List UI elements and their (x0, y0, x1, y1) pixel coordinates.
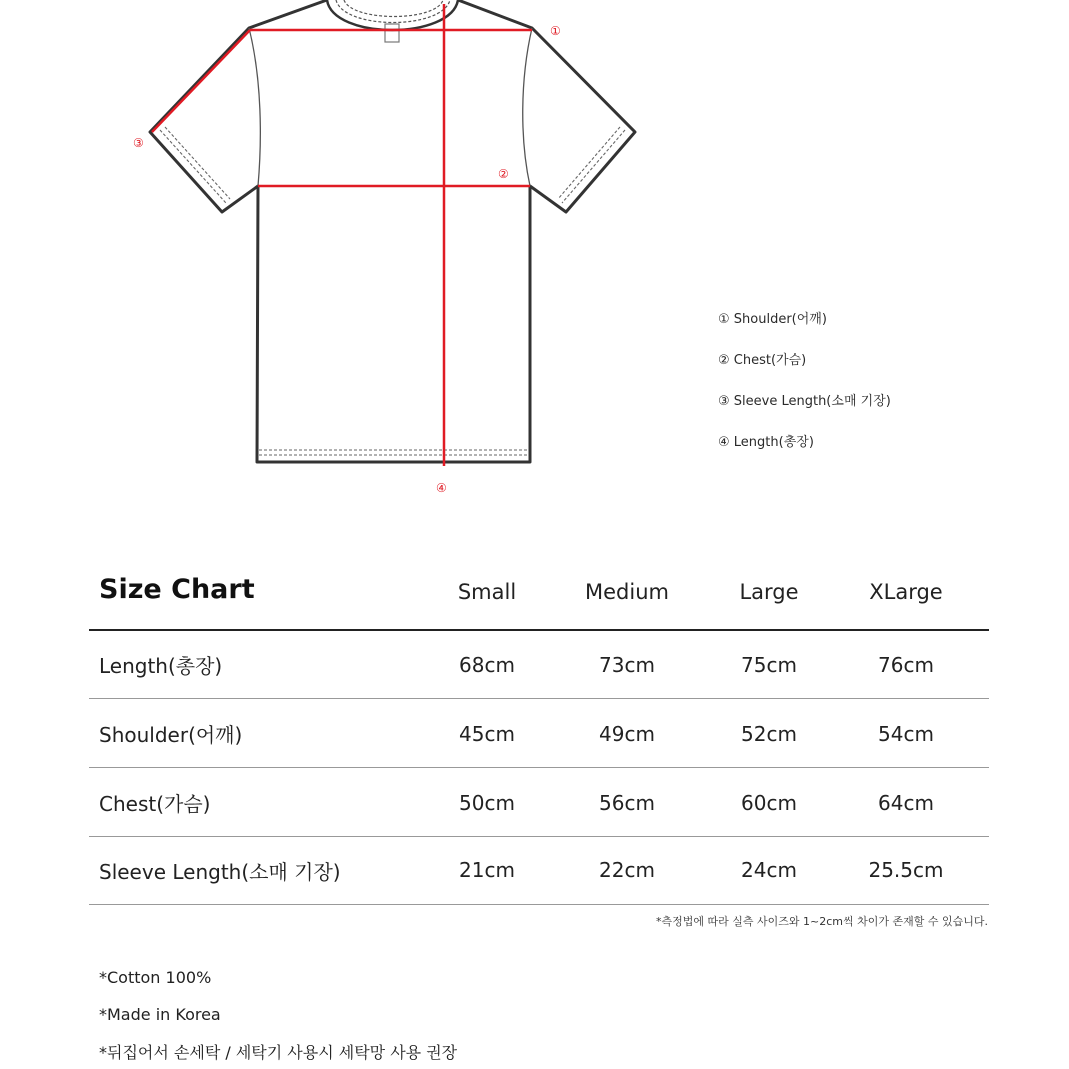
table-cell: 64cm (878, 791, 934, 815)
marker-shoulder: ① (550, 24, 561, 38)
row-label-shoulder: Shoulder(어깨) (99, 723, 243, 747)
column-header-xlarge: XLarge (869, 580, 943, 604)
column-header-small: Small (457, 580, 517, 604)
table-header-divider (89, 629, 989, 631)
measurement-footnote: *측정법에 따라 실측 사이즈와 1~2cm씩 차이가 존재할 수 있습니다. (656, 915, 988, 928)
marker-chest: ② (498, 167, 509, 181)
tshirt-outline (150, 0, 635, 462)
table-cell: 73cm (599, 653, 655, 677)
row-divider (89, 698, 989, 699)
marker-sleeve: ③ (133, 136, 144, 150)
marker-length: ④ (436, 481, 447, 495)
row-label-chest: Chest(가슴) (99, 792, 211, 816)
row-label-length: Length(총장) (99, 654, 223, 678)
table-cell: 22cm (599, 858, 655, 882)
column-header-large: Large (739, 580, 799, 604)
collar-stitch (336, 0, 450, 23)
table-cell: 49cm (599, 722, 655, 746)
sleeve-hem-stitch-left (160, 130, 226, 203)
table-cell: 45cm (459, 722, 515, 746)
column-header-medium: Medium (585, 580, 669, 604)
tshirt-diagram (0, 0, 1069, 520)
table-cell: 76cm (878, 653, 934, 677)
row-divider (89, 836, 989, 837)
legend-item-sleeve: ③ Sleeve Length(소매 기장) (718, 394, 891, 409)
table-cell: 25.5cm (868, 858, 944, 882)
table-cell: 56cm (599, 791, 655, 815)
table-cell: 50cm (459, 791, 515, 815)
table-bottom-divider (89, 904, 989, 905)
table-cell: 21cm (459, 858, 515, 882)
note-origin: *Made in Korea (99, 1005, 221, 1024)
sleeve-measure-line (152, 30, 250, 132)
legend-item-shoulder: ① Shoulder(어깨) (718, 312, 827, 327)
sleeve-seam-right (523, 28, 532, 186)
table-cell: 54cm (878, 722, 934, 746)
table-cell: 24cm (741, 858, 797, 882)
measurement-legend (718, 308, 891, 472)
note-material: *Cotton 100% (99, 968, 212, 987)
neck-label (385, 24, 399, 42)
table-cell: 75cm (741, 653, 797, 677)
sleeve-seam-left (249, 28, 260, 186)
table-cell: 52cm (741, 722, 797, 746)
note-care: *뒤집어서 손세탁 / 세탁기 사용시 세탁망 사용 권장 (99, 1043, 458, 1062)
table-cell: 68cm (459, 653, 515, 677)
table-cell: 60cm (741, 791, 797, 815)
sleeve-hem-stitch-right (562, 130, 625, 203)
row-label-sleeve-length: Sleeve Length(소매 기장) (99, 860, 341, 884)
row-divider (89, 767, 989, 768)
legend-item-chest: ② Chest(가슴) (718, 353, 807, 368)
legend-item-length: ④ Length(총장) (718, 435, 814, 450)
size-chart-title: Size Chart (99, 574, 255, 605)
